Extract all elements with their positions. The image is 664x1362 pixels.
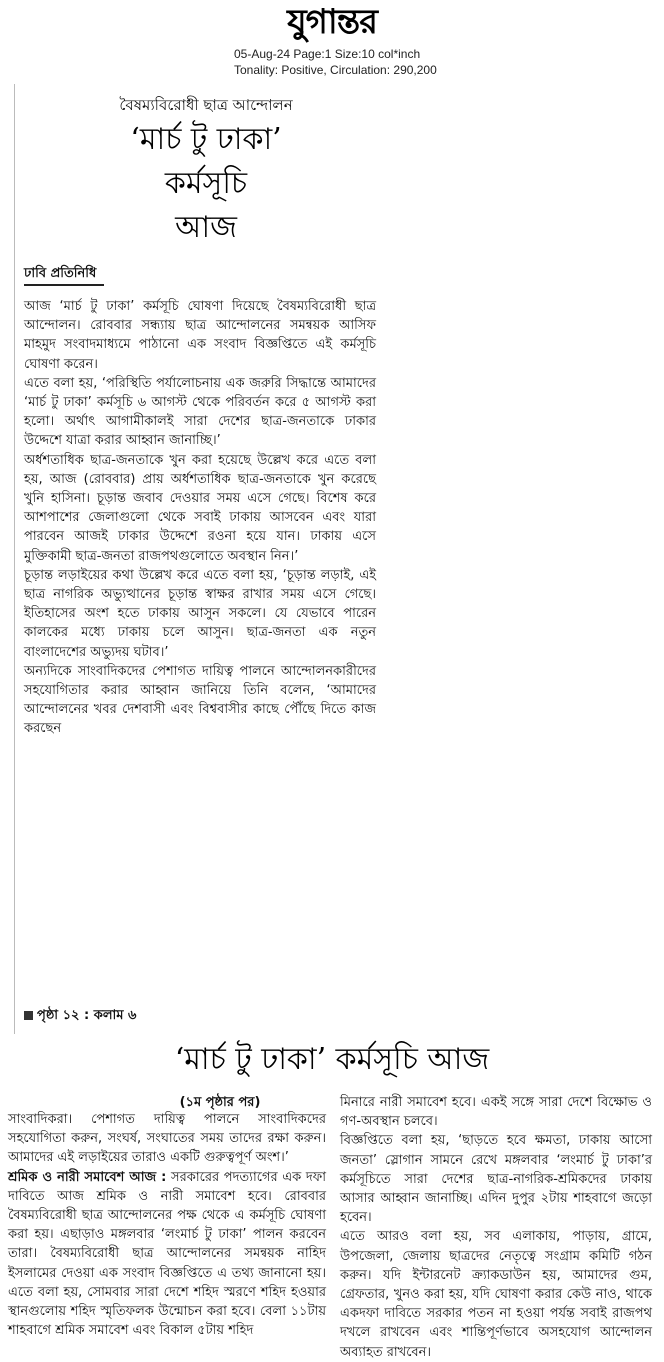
body-paragraph: এতে আরও বলা হয়, সব এলাকায়, পাড়ায়, গ্রামে, উপজেলা, জেলায় ছাত্রদের নেতৃত্বে সংগ্রাম কমিটি গঠন করুন। যদি ইন্টারনেট ক্র্যাকডাউন হয়, আমাদের গুম, গ্রেফতার, খুনও করা হয়, যদি ঘোষণা করার কেউ নাও, থাকে একদফা দাবিতে সরকার পতন না হওয়া পর্যন্ত সবাই রাজপথ দখলে রাখবেন এবং শান্তিপূর্ণভাবে অসহযোগ আন্দোলন অব্যাহত রাখবেন। (340, 1229, 652, 1360)
byline-underline (24, 284, 104, 286)
headline-line: কর্মসূচি (164, 166, 248, 201)
article-headline (30, 118, 382, 250)
jump-text: পৃষ্ঠা ১২ : কলাম ৬ (37, 1008, 137, 1023)
body-paragraph: চূড়ান্ত লড়াইয়ের কথা উল্লেখ করে এতে বলা হয়, ‘চূড়ান্ত লড়াই, এই ছাত্র নাগরিক অভ্যুত্থানের চূড়ান্ত স্বাক্ষর রাখার সময় এসে গেছে। ইতিহাসের অংশ হতে ঢাকায় আসুন সকলে। যে যেভাবে পারেন কালকের মধ্যে ঢাকায় চলে আসুন। ছাত্র-জনতা এক নতুন বাংলাদেশের অভ্যুদয় ঘটাব।’ (24, 567, 376, 660)
headline-line: ‘মার্চ টু ঢাকা’ (130, 122, 282, 157)
clipping-meta-date-page-size: 05-Aug-24 Page:1 Size:10 col*inch (234, 47, 421, 61)
continued-jump-line (24, 1006, 136, 1027)
square-bullet-icon (24, 1011, 33, 1020)
article-kicker: বৈষম্যবিরোধী ছাত্র আন্দোলন (119, 96, 293, 114)
continuation-left-column (8, 1110, 326, 1340)
continuation-right-column (340, 1093, 652, 1362)
body-paragraph: সাংবাদিকরা। পেশাগত দায়িত্ব পালনে সাংবাদিকদের সহযোগিতা করুন, সংঘর্ষ, সংঘাতের সময় তাদের রক্ষা করুন। আমাদের এই লড়াইয়ের তারাও একটি গুরুত্বপূর্ণ অংশ।’ (8, 1112, 326, 1166)
subheading: শ্রমিক ও নারী সমাবেশ আজ : (8, 1169, 167, 1185)
body-paragraph: বিজ্ঞপ্তিতে বলা হয়, ‘ছাড়তে হবে ক্ষমতা, ঢাকায় আসো জনতা’ স্লোগান সামনে রেখে মঙ্গলবার ‘লংমার্চ টু ঢাকা’র কর্মসূচিতে সারা দেশের ছাত্র-নাগরিক-শ্রমিকদের ঢাকায় আসার আহ্বান জানাচ্ছি। এদিন দুপুর ২টায় শাহবাগে জড়ো হবেন। (340, 1133, 652, 1226)
newspaper-logo: যুগান্তর (287, 2, 377, 42)
body-paragraph: অর্ধশতাধিক ছাত্র-জনতাকে খুন করা হয়েছে উল্লেখ করে এতে বলা হয়, আজ (রোববার) প্রায় অর্ধশতাধিক ছাত্র-জনতাকে খুন করেছে খুনি হাসিনা। চূড়ান্ত জবাব দেওয়ার সময় এসে গেছে। বিশেষ করে আশপাশের জেলাগুলো থেকে সবাই ঢাকায় আসবেন এবং যারা পারবেন আজই ঢাকার উদ্দেশে রওনা হয়ে যান। ঢাকায় এসে মুক্তিকামী ছাত্র-জনতা রাজপথগুলোতে অবস্থান নিন।’ (24, 452, 376, 564)
headline-line: আজ (175, 210, 237, 245)
subheading-text: সরকারের পদত্যাগের এক দফা দাবিতে আজ শ্রমিক ও নারী সমাবেশ হবে। রোববার বৈষম্যবিরোধী ছাত্র আন্দোলনের পক্ষ থেকে এ কর্মসূচি ঘোষণা করা হয়। এছাড়াও মঙ্গলবার ‘লংমার্চ টু ঢাকা’ পালন করবেন তারা। বৈষম্যবিরোধী ছাত্র আন্দোলনের সমন্বয়ক নাহিদ ইসলামের দেওয়া এক সংবাদ বিজ্ঞপ্তিতে এ তথ্য জানানো হয়। এতে বলা হয়, সোমবার সারা দেশে শহিদ স্মরণে শহিদ হওয়ার স্থানগুলোয় শহিদ স্মৃতিফলক উন্মোচন করা হবে। বেলা ১১টায় শাহবাগে শ্রমিক সমাবেশ এবং বিকাল ৫টায় শহিদ (8, 1169, 326, 1339)
body-paragraph: মিনারে নারী সমাবেশ হবে। একই সঙ্গে সারা দেশে বিক্ষোভ ও গণ-অবস্থান চলবে। (340, 1095, 652, 1130)
body-paragraph: এতে বলা হয়, ‘পরিস্থিতি পর্যালোচনায় এক জরুরি সিদ্ধান্তে আমাদের ‘মার্চ টু ঢাকা’ কর্মসূচি ৬ আগস্ট থেকে পরিবর্তন করে ৫ আগস্ট করা হলো। অর্থাৎ আগামীকালই সারা দেশের ছাত্র-জনতাকে ঢাকার উদ্দেশে যাত্রা করার আহ্বান জানাচ্ছি।’ (24, 375, 376, 449)
byline: ঢাবি প্রতিনিধি (24, 266, 97, 281)
body-paragraph: অন্যদিকে সাংবাদিকদের পেশাগত দায়িত্ব পালনে আন্দোলনকারীদের সহযোগিতার করার আহ্বান জানিয়ে তিনি বলেন, ‘আমাদের আন্দোলনের খবর দেশবাসী এবং বিশ্ববাসীর কাছে পৌঁছে দিতে কাজ করছেন (24, 663, 376, 737)
clipping-meta-tonality-circulation: Tonality: Positive, Circulation: 290,200 (234, 63, 437, 77)
body-paragraph (8, 1168, 326, 1341)
body-paragraph: আজ ‘মার্চ টু ঢাকা’ কর্মসূচি ঘোষণা দিয়েছে বৈষম্যবিরোধী ছাত্র আন্দোলন। রোববার সন্ধ্যায় ছাত্র আন্দোলনের সমন্বয়ক আসিফ মাহমুদ সংবাদমাধ্যমে পাঠানো এক সংবাদ বিজ্ঞপ্তিতে এই কর্মসূচি ঘোষণা করেন। (24, 299, 376, 372)
continuation-headline: ‘মার্চ টু ঢাকা’ কর্মসূচি আজ (174, 1042, 490, 1077)
masthead (0, 0, 664, 86)
article-body (24, 297, 376, 739)
continued-from-label: (১ম পৃষ্ঠার পর) (179, 1095, 261, 1110)
